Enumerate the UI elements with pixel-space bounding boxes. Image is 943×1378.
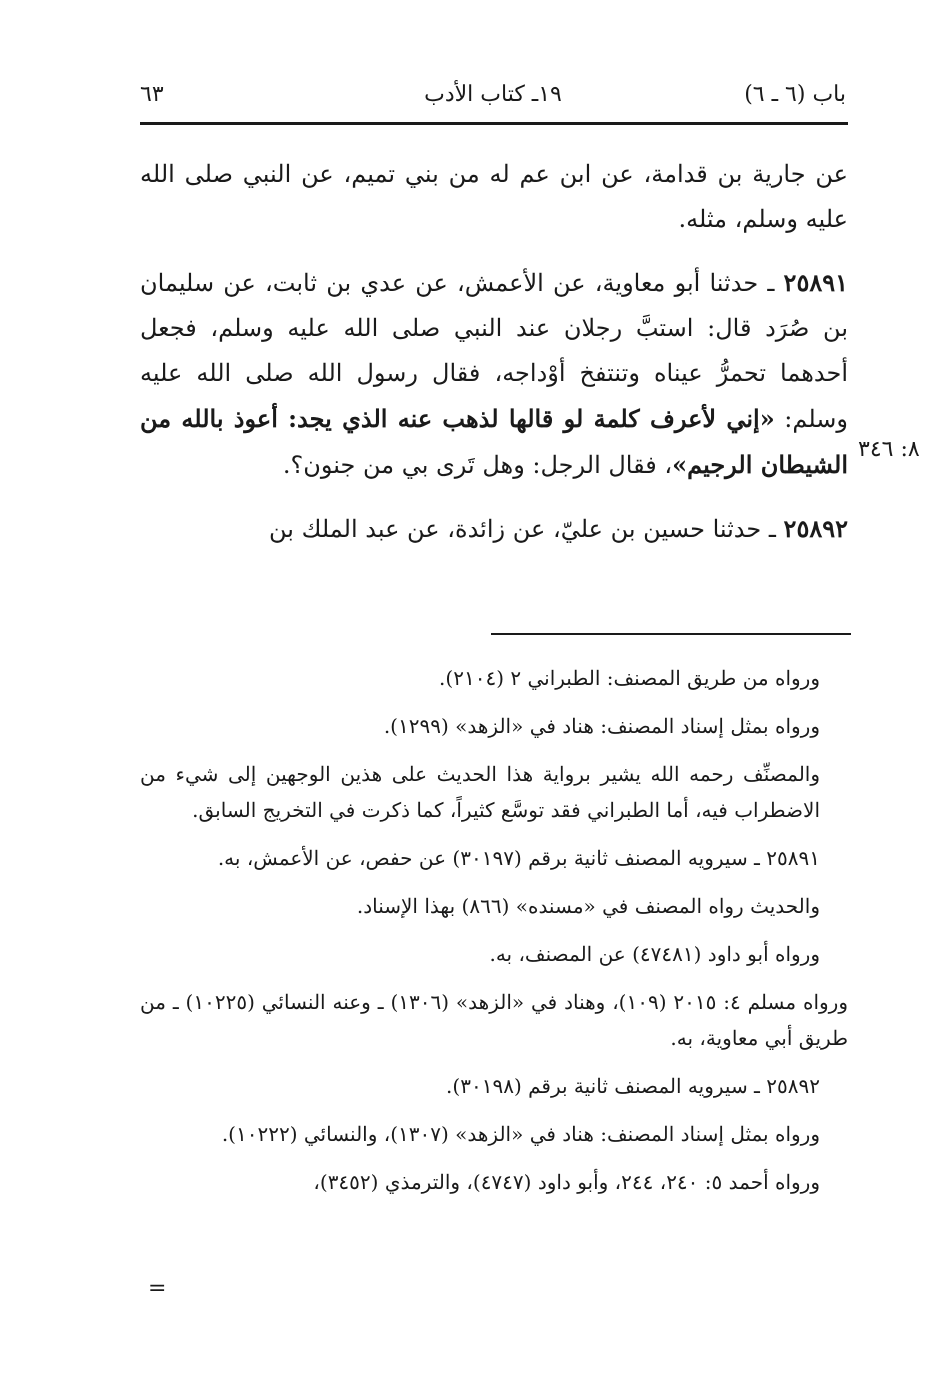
footnote-line: والحديث رواه المصنف في «مسنده» (٨٦٦) بهذا الإسناد. xyxy=(356,894,820,918)
footnotes xyxy=(140,660,848,1212)
hadith-number: ٢٥٨٩١ xyxy=(783,268,848,297)
running-header xyxy=(140,78,846,118)
footnote-line: ورواه بمثل إسناد المصنف: هناد في «الزهد» (١٣٠٧)، والنسائي (١٠٢٢٢). xyxy=(221,1122,820,1146)
header-rule xyxy=(140,122,848,125)
footnote-line: ٢٥٨٩١ ـ سيرويه المصنف ثانية برقم (٣٠١٩٧) عن حفص، عن الأعمش، به. xyxy=(217,846,820,870)
hadith-chain: ـ حدثنا أبو معاوية، عن الأعمش، عن عدي بن ثابت، عن سليمان بن صُرَد قال: استبَّ رجلان عند النبي صلى الله عليه وسلم، فجعل أحدهما تحمرُّ عيناه وتنتفخ أوْداجه، فقال رسول الله صلى الله عليه وسلم: xyxy=(140,269,848,433)
footnote-line: ورواه أبو داود (٤٧٤٨١) عن المصنف، به. xyxy=(489,942,820,966)
main-text xyxy=(140,152,848,570)
footnote-line: ورواه أحمد ٥: ٢٤٠، ٢٤٤، وأبو داود (٤٧٤٧)، والترمذي (٣٤٥٢)، xyxy=(313,1170,820,1194)
paragraph: عن جارية بن قدامة، عن ابن عم له من بني تميم، عن النبي صلى الله عليه وسلم، مثله. xyxy=(140,160,848,233)
hadith-tail: ، فقال الرجل: وهل تَرى بي من جنون؟. xyxy=(282,451,673,479)
footnote-line: ٢٥٨٩٢ ـ سيرويه المصنف ثانية برقم (٣٠١٩٨). xyxy=(446,1074,820,1098)
book-title: ١٩ـ كتاب الأدب xyxy=(424,82,562,107)
margin-reference: ٨: ٣٤٦ xyxy=(858,437,920,462)
footnote-line: ورواه مسلم ٤: ٢٠١٥ (١٠٩)، وهناد في «الزهد» (١٣٠٦) ـ وعنه النسائي (١٠٢٢٥) ـ من طريق أبي معاوية، به. xyxy=(140,990,848,1050)
continuation-mark: = xyxy=(148,1276,167,1301)
page-number: ٦٣ xyxy=(140,82,164,107)
hadith-chain: ـ حدثنا حسين بن عليّ، عن زائدة، عن عبد الملك بن xyxy=(269,515,776,543)
footnote-rule xyxy=(491,633,851,635)
footnote-line: والمصنِّف رحمه الله يشير برواية هذا الحديث على هذين الوجهين إلى شيء من الاضطراب فيه، أما الطبراني فقد توسَّع كثيراً، كما ذكرت في التخريج السابق. xyxy=(140,762,820,822)
hadith-paragraph xyxy=(140,506,848,552)
hadith-number: ٢٥٨٩٢ xyxy=(783,514,848,543)
hadith-paragraph xyxy=(140,260,848,488)
chapter-label: باب (٦ ـ ٦) xyxy=(744,82,846,107)
footnote-line: ورواه بمثل إسناد المصنف: هناد في «الزهد» (١٢٩٩). xyxy=(383,714,820,738)
footnote-line: ورواه من طريق المصنف: الطبراني ٢ (٢١٠٤). xyxy=(439,666,820,690)
hadith-text: «إني لأعرف كلمة لو قالها لذهب عنه الذي يجد: أعوذ بالله من الشيطان الرجيم» xyxy=(140,404,848,479)
